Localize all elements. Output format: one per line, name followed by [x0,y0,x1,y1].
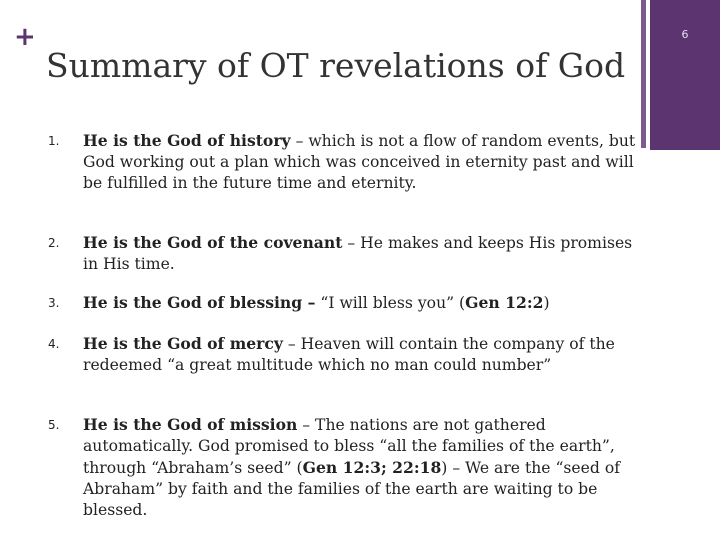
item-heading: He is the God of the covenant [83,233,343,252]
accent-bar-thin [641,0,646,148]
scripture-reference: Gen 12:3; 22:18 [302,458,442,477]
item-heading: He is the God of blessing – [83,293,316,312]
item-heading: He is the God of mercy [83,334,283,353]
item-number: 2. [48,236,60,250]
item-number: 5. [48,418,60,432]
item-tail: ) [543,294,550,312]
item-body: – The nations are not gathered automatically. God promised to bless “all the families of the earth”, through “Abraham’s seed” ( [83,416,615,477]
item-number: 4. [48,337,60,351]
item-text [83,333,638,376]
item-body: – He makes and keeps His promises in His time. [83,234,633,273]
item-body: – Heaven will contain the company of the redeemed “a great multitude which no man could number” [83,335,615,374]
plus-icon: + [14,22,36,52]
slide-title: Summary of OT revelations of God [46,46,626,85]
item-heading: He is the God of mission [83,415,298,434]
accent-bar [650,0,720,150]
item-number: 3. [48,296,60,310]
item-body: “I will bless you” ( [315,294,466,312]
item-body: – which is not a flow of random events, but God working out a plan which was conceived in eternity past and will be fulfilled in the future time and eternity. [83,132,636,192]
item-number: 1. [48,134,60,148]
item-text [83,232,638,275]
item-text [83,130,638,194]
item-text [83,292,638,314]
item-tail: ) – We are the “seed of Abraham” by faith and the families of the earth are waiting to be blessed. [83,459,620,519]
item-text [83,414,638,521]
item-heading: He is the God of history [83,131,291,150]
page-number: 6 [681,28,689,41]
scripture-reference: Gen 12:2 [465,293,544,312]
